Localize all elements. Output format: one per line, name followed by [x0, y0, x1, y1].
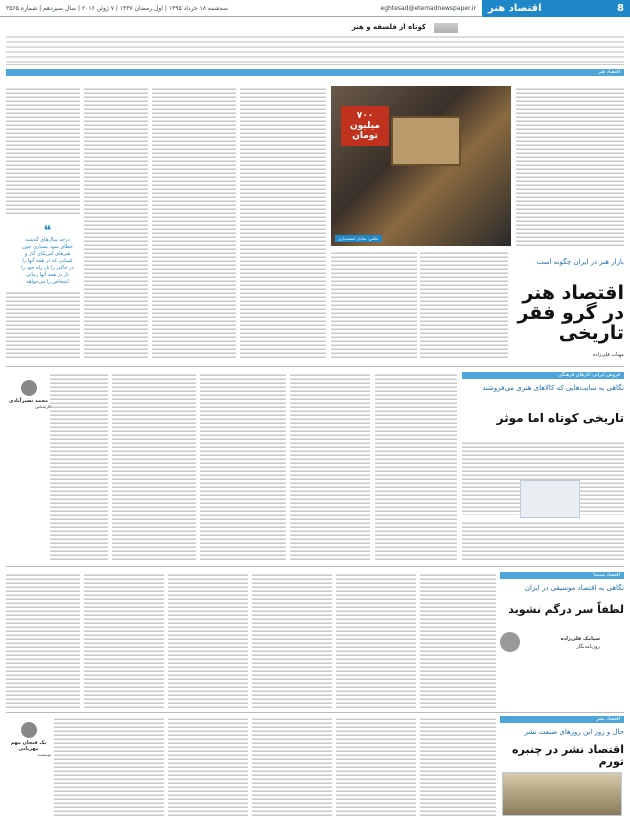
avatar [21, 380, 37, 396]
third-author-role: روزنامه‌نگار [576, 644, 600, 650]
section-tab [482, 0, 630, 17]
text-column [240, 86, 326, 360]
auction-screen: ۷۰۰ میلیون تومان [341, 106, 389, 146]
columnist-name: یک فنجان مهم مهربانی [10, 740, 47, 752]
third-headline: لطفاً سر درگم نشوید [508, 603, 624, 616]
divider [6, 566, 624, 567]
text-column [200, 372, 286, 562]
painting-image [391, 116, 461, 166]
text-column [6, 86, 80, 216]
text-column [252, 716, 332, 816]
text-column [336, 716, 416, 816]
books-image [502, 772, 622, 816]
section-band-3: اقتصاد سینما [500, 572, 624, 579]
text-column [6, 290, 80, 360]
fourth-headline: اقتصاد نشر در چنبره تورم [512, 743, 624, 768]
quote-icon: ❝ [43, 223, 52, 239]
quote-text: درجه سال‌های گذشته خطای سود بسیاری چون هنرهای آمریکای آثار و کسانی که در همه آنها را در خاکی را باز راه خود را باز در همه آنها زمانی اشخاص را می‌خواهد [21, 237, 74, 285]
text-column [84, 86, 148, 360]
lead-byline: مهتاب قلی‌زاده [592, 352, 624, 358]
section-title: اقتصاد هنر [488, 3, 542, 14]
section-band: اقتصاد هنر [6, 69, 624, 76]
page-header [0, 0, 630, 17]
editorial-box [6, 21, 624, 65]
text-column [152, 86, 236, 360]
text-column [420, 572, 496, 708]
second-kicker: نگاهی به سایت‌هایی که کالاهای هنری می‌فروشند [482, 384, 624, 392]
text-column [375, 372, 457, 562]
columnist-role: نویسنده [37, 752, 51, 757]
photo-caption: عکس: شایان اسفندیاری [335, 235, 382, 242]
columnist-name: محمد نصیرآبادی [8, 398, 49, 404]
text-column [420, 716, 496, 816]
columnist-box-2 [6, 722, 51, 757]
lead-kicker: بازار هنر در ایران چگونه است [536, 258, 624, 266]
text-column [420, 250, 508, 360]
page-number: 8 [617, 3, 624, 14]
section-band-4: اقتصاد نشر [500, 716, 624, 723]
section-band-2: فروش ایرانی آثار‌های فرهنگی [462, 372, 624, 379]
divider [6, 366, 624, 367]
lead-photo [331, 86, 511, 246]
editorial-body [6, 33, 624, 63]
text-column [112, 372, 196, 562]
columnist-role: کارشناس [35, 404, 51, 409]
text-column [336, 572, 416, 708]
third-author: سیامک قلی‌زاده [560, 636, 600, 642]
header-info [0, 0, 482, 17]
lead-headline: اقتصاد هنر در گرو فقر تاریخی [517, 282, 624, 344]
columnist-box [6, 380, 51, 409]
editorial-title: کوتاه از فلسفه و هنر [351, 23, 426, 31]
text-column [462, 520, 624, 560]
text-column [331, 250, 417, 360]
website[interactable]: eghtesad@etemadnewspaper.ir [380, 4, 476, 12]
divider [6, 712, 624, 713]
fourth-kicker: حال و روز این روزهای صنعت نشر [524, 728, 624, 736]
text-column [516, 86, 624, 246]
website-screenshot [520, 480, 580, 518]
text-column [54, 716, 164, 816]
text-column [168, 716, 248, 816]
text-column [6, 572, 80, 708]
pull-quote [20, 225, 75, 286]
text-column [252, 572, 332, 708]
text-column [50, 372, 108, 562]
text-column [84, 572, 164, 708]
author-avatar [500, 632, 520, 652]
third-kicker: نگاهی به اقتصاد موسیقی در ایران [524, 584, 624, 592]
date-line: سه‌شنبه ۱۸ خرداد ۱۳۹۵ | اول رمضان ۱۴۳۷ | ۷ ژوئن ۲۰۱۶ | سال سیزدهم | شماره ۳۵۶۵ [6, 4, 229, 12]
text-column [290, 372, 370, 562]
second-headline: تاریخی کوتاه اما موثر [496, 411, 624, 425]
avatar [21, 722, 37, 738]
text-column [168, 572, 248, 708]
